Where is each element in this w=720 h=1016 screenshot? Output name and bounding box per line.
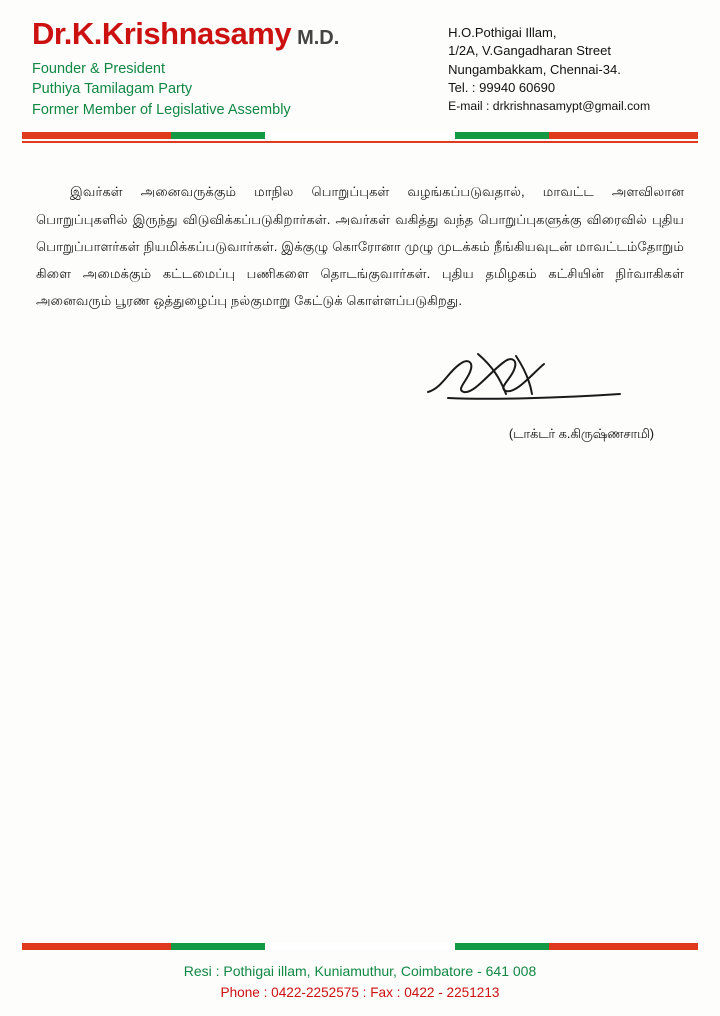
title-list <box>32 59 448 121</box>
footer-tricolor-green-left <box>171 943 266 950</box>
address-line-phone: Tel. : 99940 60690 <box>448 80 556 96</box>
body-paragraph: இவர்கள் அனைவருக்கும் மாநில பொறுப்புகள் வழங்கப்படுவதால், மாவட்ட அளவிலான பொறுப்புகளில் இருந்து விடுவிக்கப்படுகிறார்கள். அவர்கள் வகித்து வந்த பொறுப்புகளுக்கு விரைவில் புதிய பொறுப்பாளர்கள் நியமிக்கப்படுவார்கள். இக்குழு கொரோனா முழு முடக்கம் நீங்கியவுடன் மாவட்டம்தோறும் கிளை அமைக்கும் கட்டமைப்பு பணிகளை தொடங்குவார்கள். புதிய தமிழகம் கட்சியின் நிர்வாகிகள் அனைவரும் பூரண ஒத்துழைப்பு நல்குமாறு கேட்டுக் கொள்ளப்படுகிறது. <box>36 184 684 308</box>
address-line-email: E-mail : drkrishnasamypt@gmail.com <box>448 98 651 113</box>
doctor-degree: M.D. <box>297 27 340 49</box>
letterhead-address <box>448 18 690 115</box>
title-line-2: Puthiya Tamilagam Party <box>32 81 193 98</box>
footer-tricolor-rule <box>22 943 698 950</box>
letter-footer <box>22 937 698 1004</box>
address-line-1: H.O.Pothigai Illam, <box>448 25 557 40</box>
tricolor-green-right <box>455 132 550 139</box>
footer-address: Resi : Pothigai illam, Kuniamuthur, Coimbatore - 641 008 <box>183 962 537 979</box>
signature-mark <box>420 348 630 408</box>
footer-tricolor-green-right <box>455 943 550 950</box>
letterhead <box>22 0 698 126</box>
footer-phone: Phone : 0422-2252575 : Fax : 0422 - 2251213 <box>220 985 500 1001</box>
address-line-2: 1/2A, V.Gangadharan Street <box>448 43 611 59</box>
signatory-name: (டாக்டர் க.கிருஷ்ணசாமி) <box>508 425 654 441</box>
doctor-name <box>32 18 448 51</box>
title-line-1: Founder & President <box>32 60 165 77</box>
tricolor-green-left <box>171 132 266 139</box>
doctor-name-text: Dr.K.Krishnasamy <box>32 16 292 51</box>
signature-block <box>36 348 684 458</box>
address-line-3: Nungambakkam, Chennai-34. <box>448 61 621 77</box>
letterhead-left <box>32 18 448 120</box>
header-tricolor-rule <box>22 132 698 139</box>
letter-body <box>22 143 698 458</box>
title-line-3: Former Member of Legislative Assembly <box>32 101 291 118</box>
